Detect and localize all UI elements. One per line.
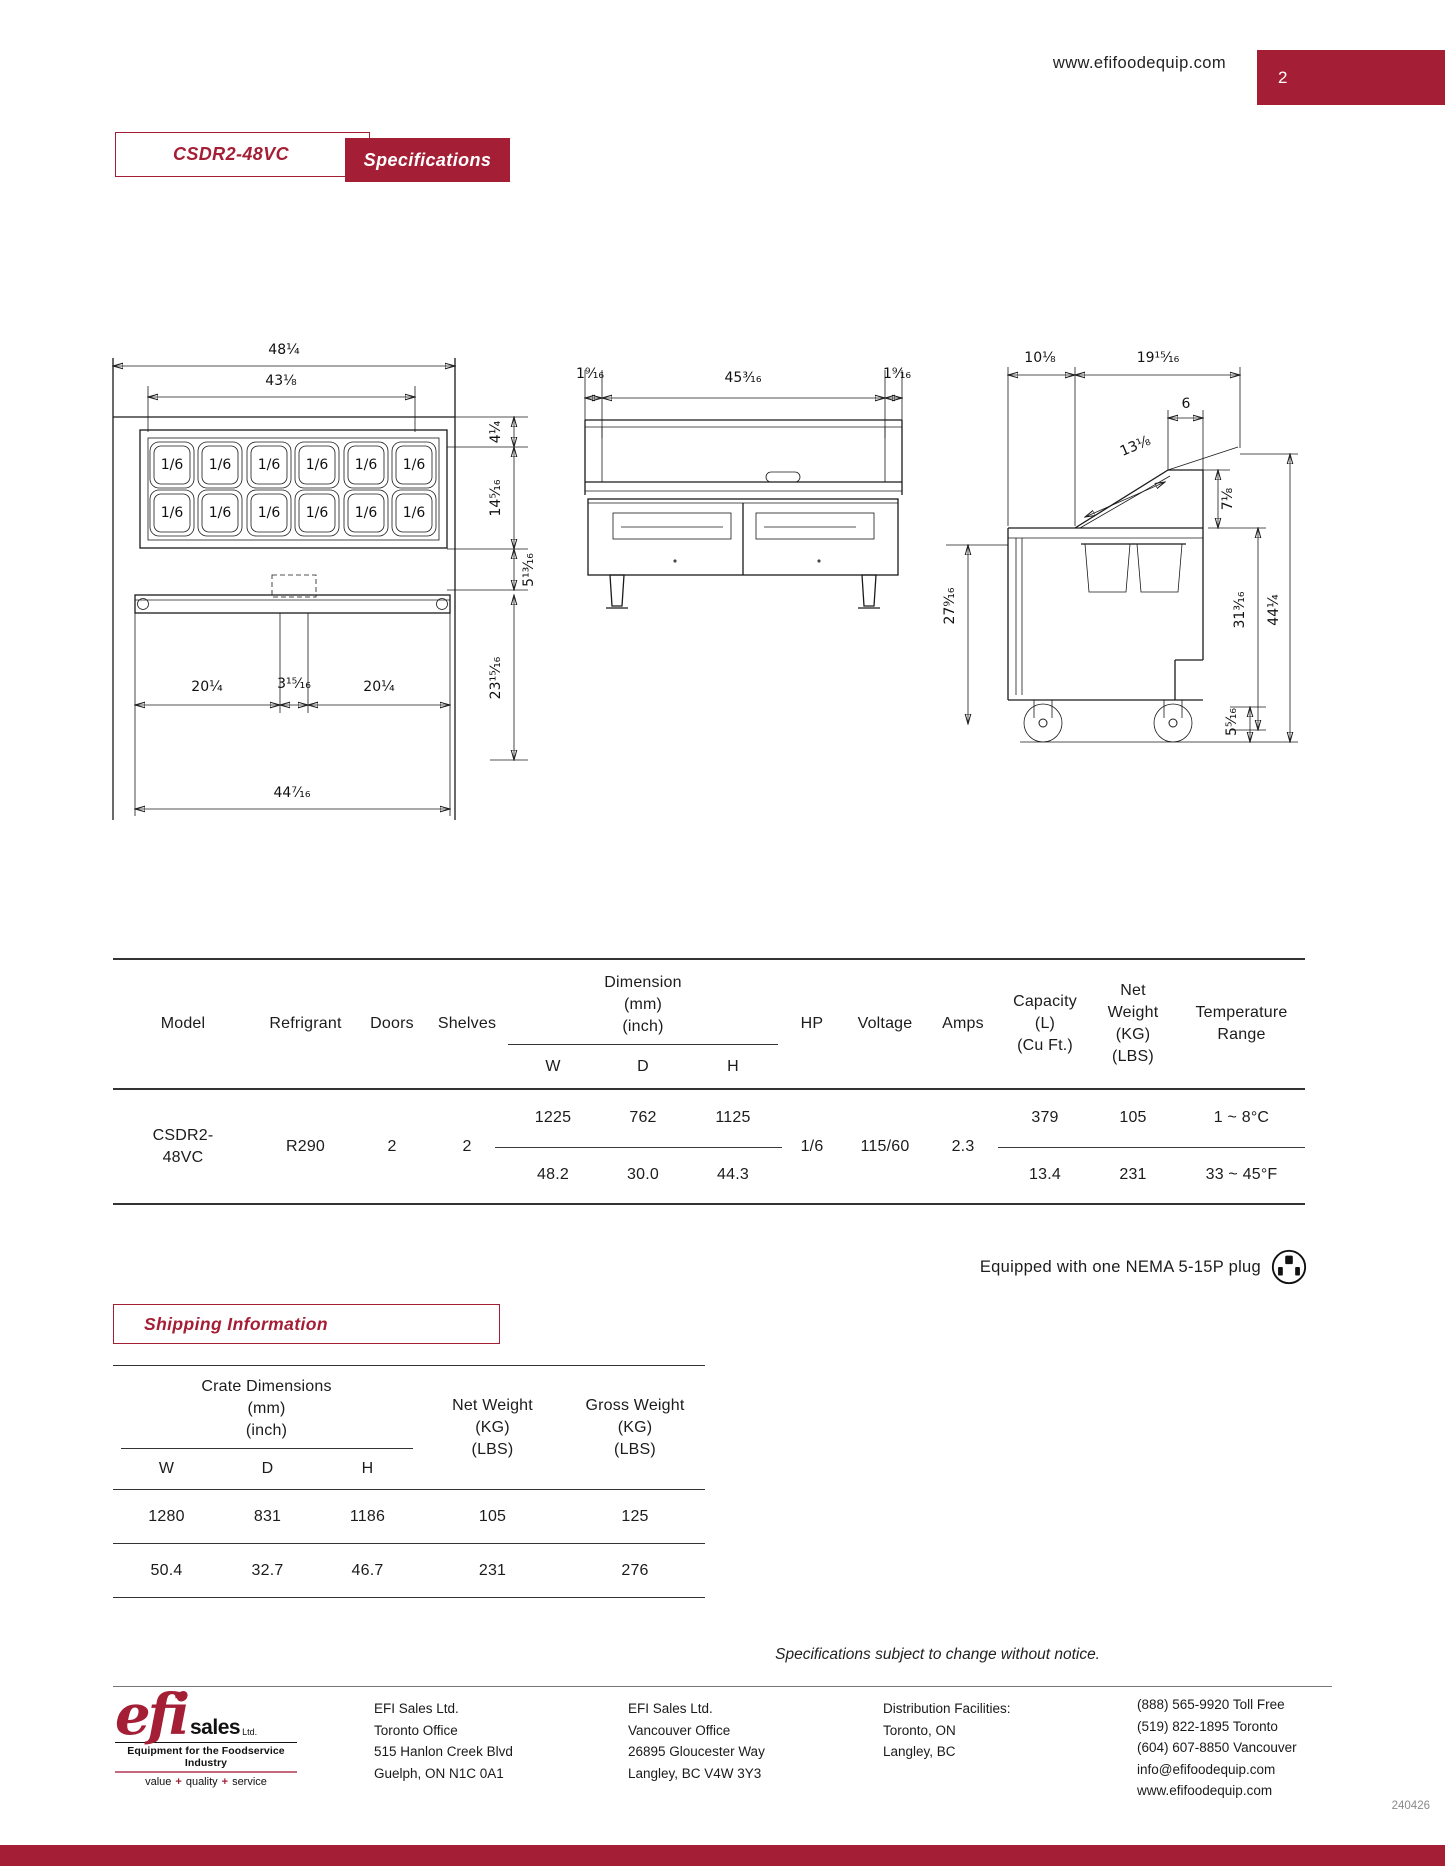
col-header-hp: HP [800,1015,824,1032]
col-header-ship-net-weight: Net Weight (KG) (LBS) [452,1396,533,1458]
plug-note-text: Equipped with one NEMA 5-15P plug [979,1257,1261,1276]
cell-h-in: 44.3 [717,1165,749,1183]
cell-crate-w-mm: 1280 [148,1507,185,1525]
cell-ship-net-kg: 105 [478,1507,507,1525]
footer-contact-info: (888) 565-9920 Toll Free (519) 822-1895 Toronto (604) 607-8850 Vancouver info@efifoodequip.com www.efifoodequip.com [1137,1694,1297,1802]
efi-logo [115,1682,300,1788]
cell-model: CSDR2- 48VC [152,1126,214,1166]
caster-wheels [1024,700,1192,742]
col-header-crate-dimensions: Crate Dimensions (mm) (inch) W D H [113,1366,420,1489]
efi-logo-ltd: Ltd. [242,1726,258,1737]
col-header-d: D [637,1057,649,1075]
cell-ship-gross-lbs: 276 [621,1561,649,1579]
dim-front-inner-width: 45³⁄₁₆ [724,370,762,386]
col-header-shelves: Shelves [437,1015,497,1032]
cell-net-weight: 105 231 [1119,1109,1147,1183]
cell-ship-net-lbs: 231 [478,1561,507,1579]
shipping-table [113,1365,705,1598]
dim-left-section: 20¼ [191,679,223,695]
cell-crate-d-in: 32.7 [251,1561,284,1579]
svg-text:1/6: 1/6 [208,457,232,473]
footer-website[interactable]: www.efifoodequip.com [1137,1783,1273,1798]
col-header-w: W [545,1057,561,1075]
side-view-drawing [942,350,1298,742]
dim-left-offset: 1⁹⁄₁₆ [575,366,605,382]
cell-voltage: 115/60 [860,1137,910,1155]
dim-body-height: 31³⁄₁₆ [1232,591,1248,629]
svg-text:1/6: 1/6 [160,505,184,521]
cell-w-in: 48.2 [537,1165,569,1183]
svg-text:1/6: 1/6 [257,457,281,473]
dim-lid-depth: 19¹⁵⁄₁₆ [1136,350,1180,366]
specifications-banner [345,138,510,182]
shipping-table-header-row [113,1365,705,1490]
row-separator-weights [998,1147,1305,1148]
cell-crate-h-in: 46.7 [351,1561,384,1579]
col-header-net-weight: Net Weight (KG) (LBS) [1107,982,1159,1065]
dim-right-offset: 1⁹⁄₁₆ [882,366,912,382]
footer-divider [113,1686,1332,1687]
pan-grid [150,442,436,536]
svg-text:1/6: 1/6 [160,457,184,473]
col-header-model: Model [160,1015,206,1032]
efi-logo-script: efi [115,1682,187,1748]
cell-refrigerant: R290 [285,1137,326,1155]
cell-h-mm: 1125 [715,1109,751,1127]
cell-amps: 2.3 [951,1137,975,1155]
dim-lid-overhang: 6 [1181,396,1191,412]
spec-table-data-row [113,1090,1305,1205]
nema-5-15p-receptacle-icon [1270,1248,1308,1286]
svg-text:1/6: 1/6 [402,505,426,521]
page-number: 2 [1278,68,1288,87]
dim-rail-depth: 4¼ [488,420,504,444]
dim-total-height: 44¼ [1266,594,1282,626]
bottom-accent-bar [0,1845,1445,1866]
model-title: CSDR2-48VC [172,144,290,164]
svg-text:1/6: 1/6 [305,457,329,473]
cell-d-in: 30.0 [627,1165,659,1183]
row-separator-dimensions [495,1147,782,1148]
svg-text:1/6: 1/6 [354,505,378,521]
cell-capacity: 379 13.4 [1029,1109,1061,1183]
svg-text:1/6: 1/6 [208,505,232,521]
footer-distribution-facilities: Distribution Facilities: Toronto, ON Langley, BC [883,1701,1011,1759]
dim-right-section: 20¼ [363,679,395,695]
logo-values-line: value + quality + service [145,1775,267,1788]
col-header-ship-gross-weight: Gross Weight (KG) (LBS) [585,1396,685,1458]
dim-inner-width: 43⅛ [265,373,297,389]
cell-doors: 2 [387,1137,397,1155]
cell-ship-gross-kg: 125 [621,1507,649,1525]
shipping-row-mm [113,1490,705,1544]
dim-total-width: 48¼ [268,342,300,358]
dim-caster-height: 5⁵⁄₁₆ [1224,707,1240,737]
disclaimer-text: Specifications subject to change without notice. [775,1646,1100,1663]
cell-shelves: 2 [462,1137,472,1155]
col-header-temperature: Temperature Range [1195,1004,1288,1043]
cell-crate-d-mm: 831 [253,1507,282,1525]
cell-w-mm: 1225 [534,1109,572,1127]
spec-table-header-row [113,958,1305,1090]
technical-drawings [90,270,1350,830]
col-header-crate-d: D [261,1460,274,1477]
cell-crate-h-mm: 1186 [349,1507,386,1525]
dim-pan-depth: 14⁵⁄₁₆ [488,479,504,517]
shipping-information-banner [113,1304,500,1344]
cell-d-mm: 762 [629,1109,657,1127]
dim-top-depth: 10⅛ [1024,350,1056,366]
svg-text:1/6: 1/6 [257,505,281,521]
dim-board-depth: 5¹³⁄₁₆ [521,553,537,587]
dim-base-width: 44⁷⁄₁₆ [273,785,311,801]
front-view-drawing [576,366,911,608]
col-header-doors: Doors [370,1015,414,1032]
dim-center-section: 3¹⁵⁄₁₆ [277,676,311,692]
col-header-crate-h: H [361,1460,374,1477]
col-header-capacity: Capacity (L) (Cu Ft.) [1013,993,1077,1054]
page-number-badge [1257,50,1445,105]
col-header-refrigerant: Refrigrant [269,1015,342,1032]
svg-text:1/6: 1/6 [402,457,426,473]
header-website-url[interactable]: www.efifoodequip.com [1052,54,1226,72]
specifications-label: Specifications [363,149,492,170]
col-header-voltage: Voltage [857,1015,913,1032]
col-header-amps: Amps [942,1015,984,1032]
footer-email[interactable]: info@efifoodequip.com [1137,1761,1276,1777]
col-header-crate-w: W [158,1460,175,1477]
dim-rail-height: 7⅛ [1220,487,1236,511]
svg-text:1/6: 1/6 [305,505,329,521]
cell-crate-w-in: 50.4 [150,1561,183,1579]
efi-logo-sales: sales [190,1715,241,1739]
specifications-table [113,958,1305,1205]
top-view-drawing [113,342,537,820]
svg-text:1/6: 1/6 [354,457,378,473]
dim-lid-length: 13⅛ [1117,432,1154,460]
col-header-h: H [727,1057,739,1075]
logo-tagline: Equipment for the Foodservice Industry [115,1745,297,1773]
shipping-information-title: Shipping Information [144,1313,328,1334]
document-code: 240426 [1391,1800,1430,1812]
dim-door-height: 27⁹⁄₁₆ [942,587,958,625]
plug-note [800,1248,1308,1286]
footer-vancouver-office: EFI Sales Ltd. Vancouver Office 26895 Gloucester Way Langley, BC V4W 3Y3 [628,1701,765,1781]
dim-body-depth: 23¹⁵⁄₁₆ [488,656,504,700]
col-header-dimension-group: Dimension (mm) (inch) W D H [508,960,778,1088]
model-title-box [115,132,370,177]
cell-hp: 1/6 [800,1137,824,1155]
cell-temperature-range: 1 ~ 8°C 33 ~ 45°F [1205,1109,1278,1183]
shipping-row-inch [113,1544,705,1598]
footer-toronto-office: EFI Sales Ltd. Toronto Office 515 Hanlon Creek Blvd Guelph, ON N1C 0A1 [374,1701,513,1781]
